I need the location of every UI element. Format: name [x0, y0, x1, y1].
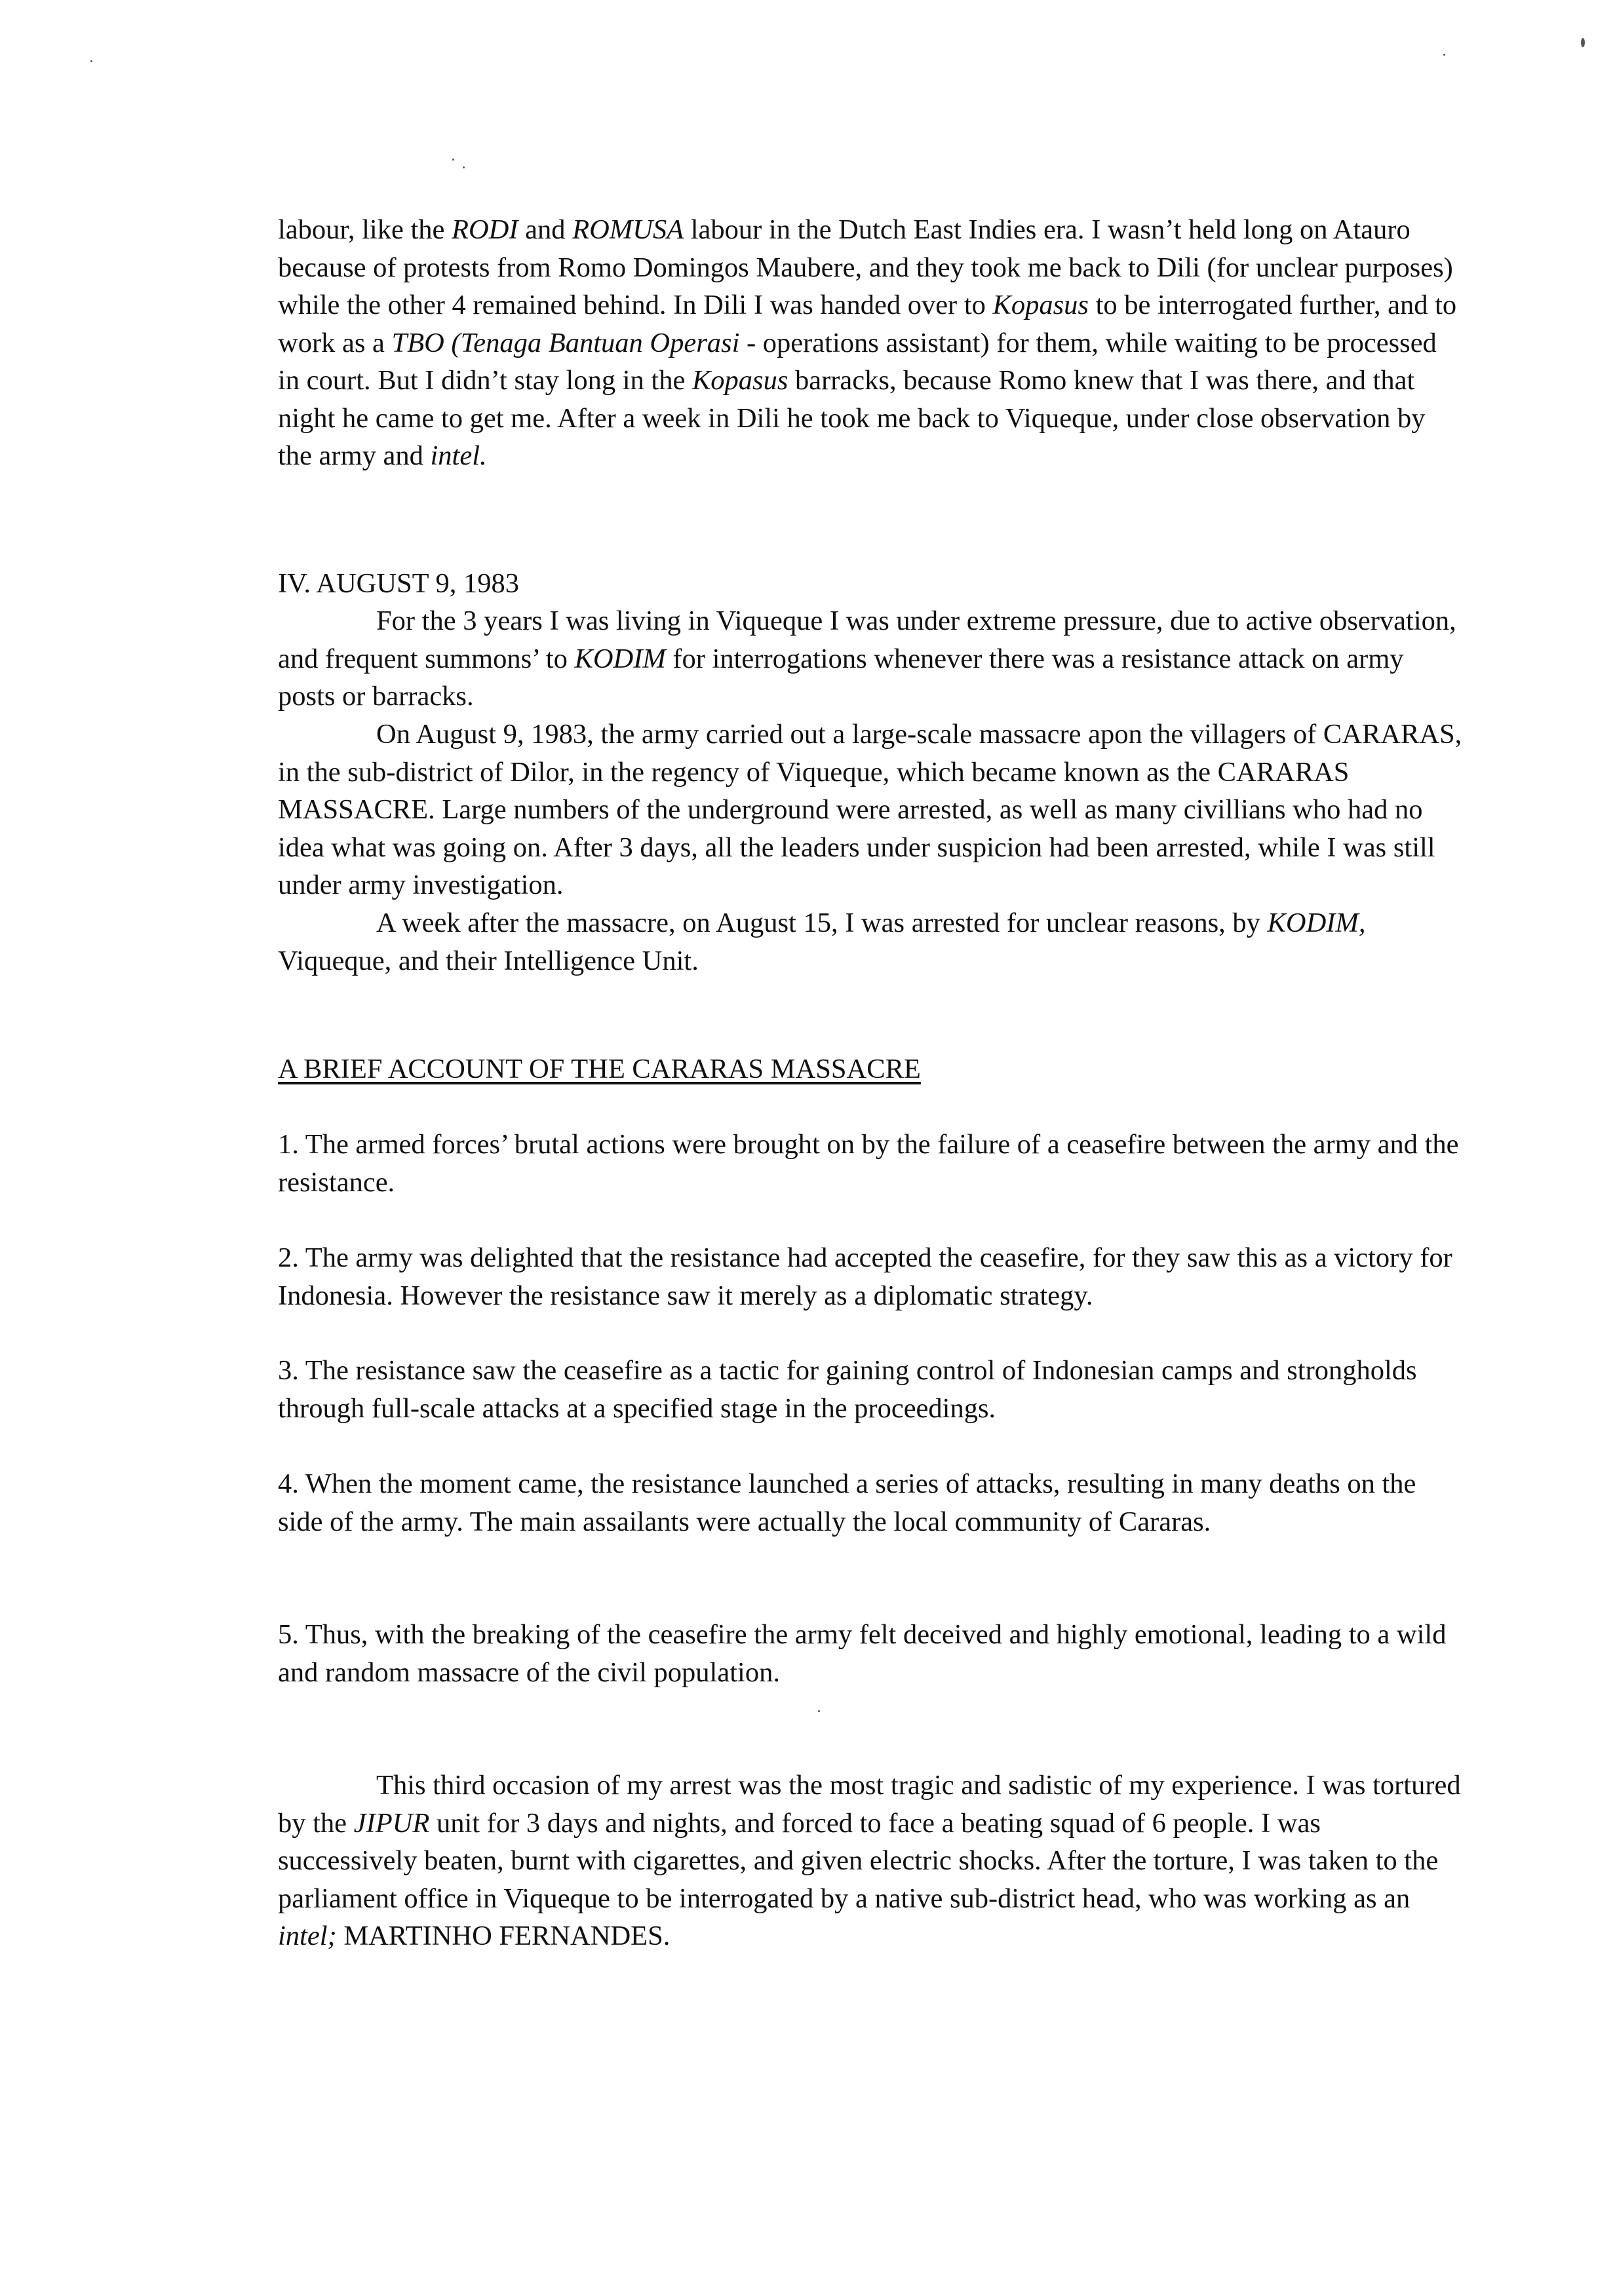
- italic-term-kopasus: Kopasus: [691, 365, 788, 396]
- italic-term-jipur: JIPUR: [353, 1807, 430, 1839]
- text-run: and: [518, 214, 573, 245]
- text-run: - operations assistant) for them, while waiting to be processed in court. But I didn’t stay long in the: [278, 327, 1437, 396]
- scan-speck: [452, 159, 454, 161]
- italic-term-intel: intel.: [430, 440, 487, 471]
- account-item: 1. The armed forces’ brutal actions were brought on by the failure of a ceasefire between the army and the resistance.: [278, 1129, 1459, 1198]
- account-title: A BRIEF ACCOUNT OF THE CARARAS MASSACRE: [278, 1054, 921, 1084]
- italic-term-kodim: KODIM: [574, 643, 666, 674]
- scan-speck: [1443, 54, 1445, 56]
- italic-term-intel: intel;: [278, 1921, 337, 1951]
- text-run: Viqueque, and their Intelligence Unit.: [278, 945, 699, 976]
- scan-speck: [90, 60, 92, 62]
- scan-speck: [1581, 38, 1585, 47]
- text-run: MARTINHO FERNANDES.: [336, 1921, 671, 1951]
- italic-term-rodi: RODI: [452, 214, 518, 245]
- account-item: 4. When the moment came, the resistance launched a series of attacks, resulting in many deaths on the side of the army. The main assailants were actually the local community of Cararas.: [278, 1468, 1416, 1537]
- text-run: unit for 3 days and nights, and forced to face a beating squad of 6 people. I was successively beaten, burnt with cigarettes, and given electric shocks. After the torture, I was taken to the parliament office in Viqueque to be interrogated by a native sub-district head, who was working as an: [278, 1807, 1439, 1914]
- text-run: for interrogations whenever there was a resistance attack on army posts or barracks.: [278, 643, 1404, 712]
- text-run: barracks, because Romo knew that I was there, and that night he came to get me. After a week in Dili he took me back to Viqueque, under close observation by the army and: [278, 365, 1426, 471]
- section-iv-paragraph-3: [278, 904, 1464, 980]
- intro-paragraph: [278, 211, 1464, 475]
- section-iv-paragraph-2: On August 9, 1983, the army carried out a large-scale massacre apon the villagers of CARARAS, in the sub-district of Dilor, in the regency of Viqueque, which became known as the CARARAS MASSACRE. Large numbers of the underground were arrested, as well as many civillians who had no idea what was going on. After 3 days, all the leaders under suspicion had been arrested, while I was still under army investigation.: [278, 719, 1462, 900]
- text-run: A week after the massacre, on August 15, I was arrested for unclear reasons, by: [376, 908, 1268, 938]
- account-item: 3. The resistance saw the ceasefire as a tactic for gaining control of Indonesian camps and strongholds through full-scale attacks at a specified stage in the proceedings.: [278, 1355, 1417, 1424]
- scan-speck: [818, 1710, 820, 1712]
- account-item: 2. The army was delighted that the resistance had accepted the ceasefire, for they saw this as a victory for Indonesia. However the resistance saw it merely as a diplomatic strategy.: [278, 1242, 1452, 1311]
- closing-paragraph: [278, 1767, 1464, 1955]
- text-run: to be interrogated further, and to work as a: [278, 290, 1457, 358]
- text-run: For the 3 years I was living in Viqueque I was under extreme pressure, due to active observation, and frequent summons’ to: [278, 605, 1456, 674]
- italic-term-kodim: KODIM,: [1267, 908, 1366, 938]
- italic-term-romusa: ROMUSA: [572, 214, 684, 245]
- text-run: This third occasion of my arrest was the most tragic and sadistic of my experience. I was tortured by the: [278, 1770, 1461, 1839]
- scan-speck: [463, 166, 465, 168]
- italic-term-tbo: TBO (Tenaga Bantuan Operasi: [391, 327, 740, 358]
- section-heading-iv: IV. AUGUST 9, 1983: [278, 568, 519, 599]
- account-item: 5. Thus, with the breaking of the ceasefire the army felt deceived and highly emotional, leading to a wild and random massacre of the civil population.: [278, 1619, 1447, 1688]
- text-run: labour in the Dutch East Indies era. I wasn’t held long on Atauro because of protests from Romo Domingos Maubere, and they took me back to Dili (for unclear purposes) while the other 4 remained behind. In Dili I was handed over to: [278, 214, 1453, 320]
- italic-term-kopasus: Kopasus: [992, 290, 1089, 320]
- text-run: labour, like the: [278, 214, 452, 245]
- section-iv-paragraph-1: [278, 602, 1464, 716]
